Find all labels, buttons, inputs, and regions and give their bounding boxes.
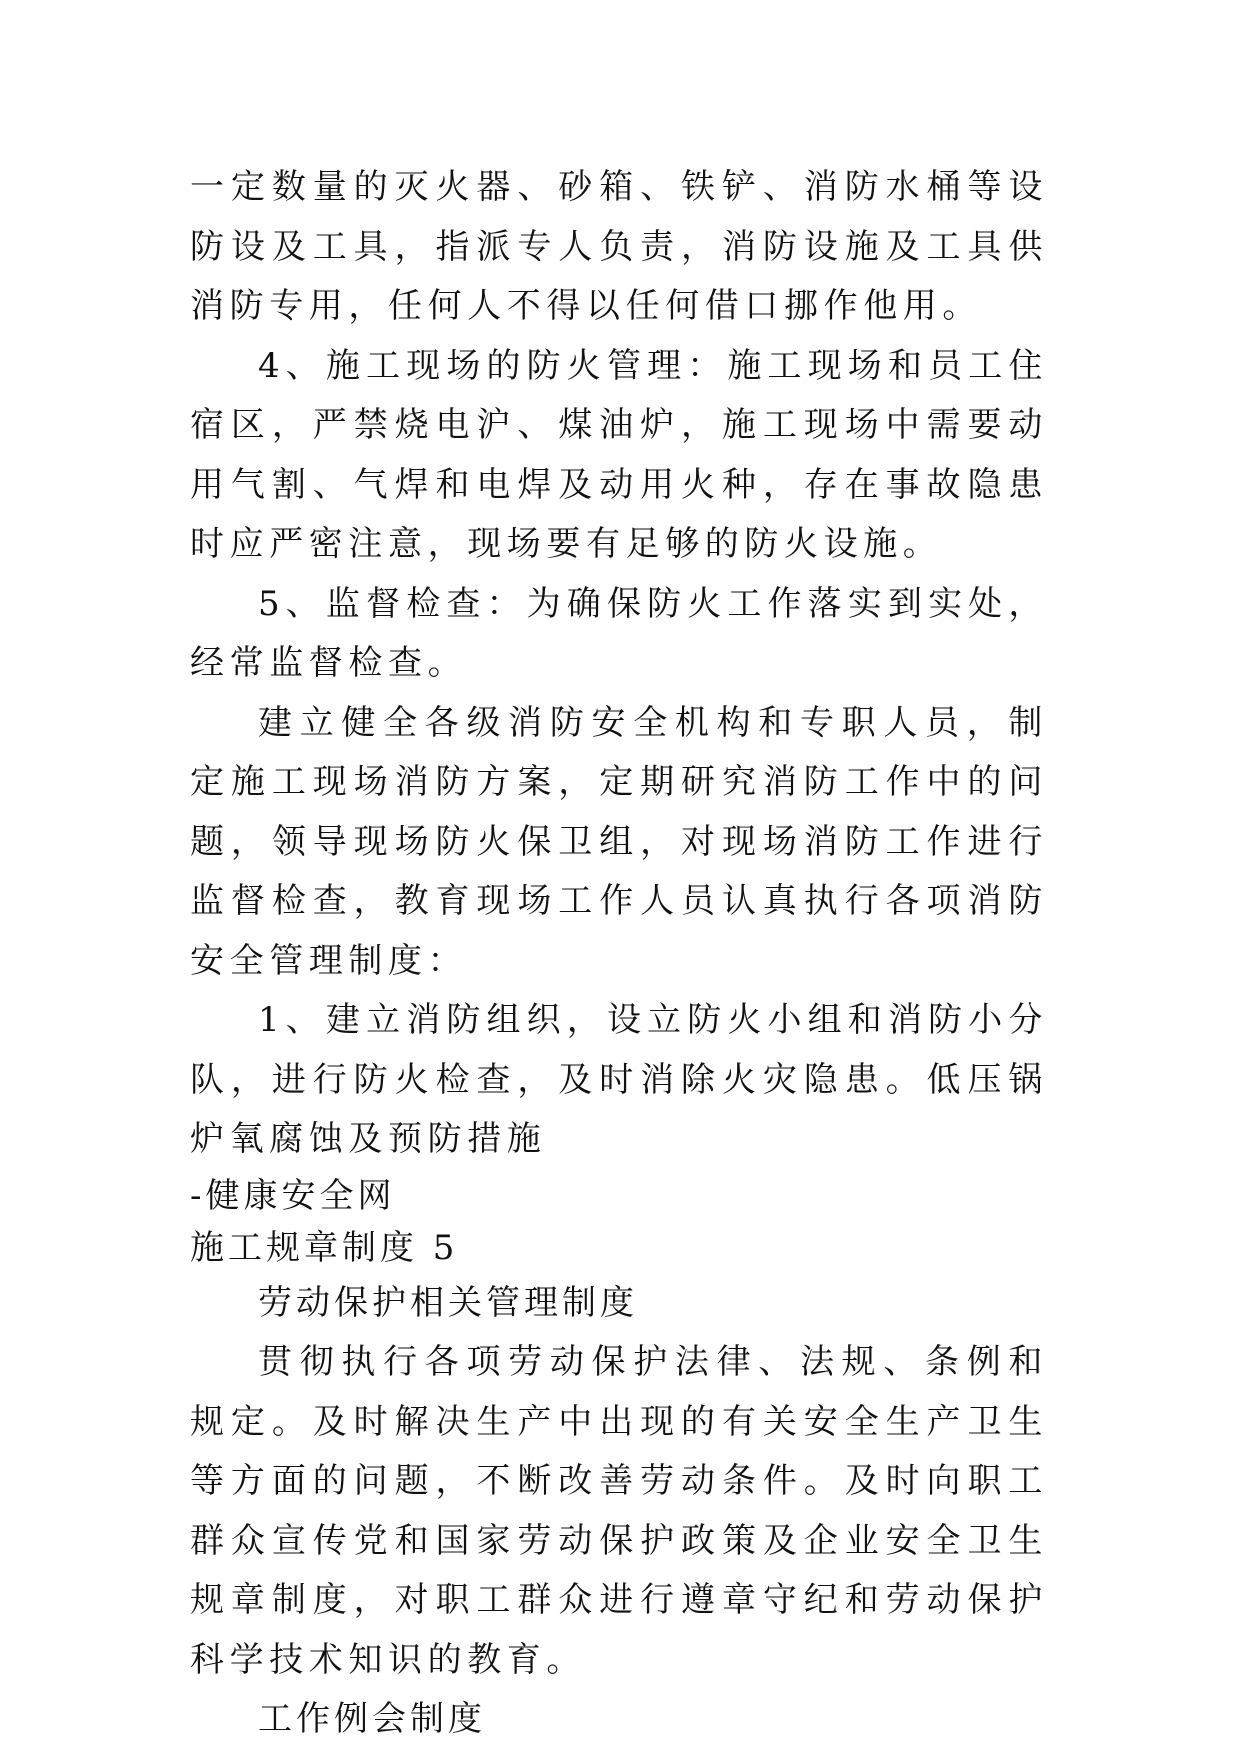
subsection-title-labor-protection: 劳动保护相关管理制度 bbox=[258, 1282, 638, 1323]
section-title: 施工规章制度 5 bbox=[190, 1227, 459, 1268]
subsection-title-work-meeting: 工作例会制度 bbox=[258, 1699, 486, 1739]
paragraph-fire-management: 4、施工现场的防火管理：施工现场和员工住宿区，严禁烧电沪、煤油炉，施工现场中需要动用气割、气焊和电焊及动用火种，存在事故隐患时应严密注意，现场要有足够的防火设施。 bbox=[190, 345, 1048, 564]
paragraph-labor-protection: 贯彻执行各项劳动保护法律、法规、条例和规定。及时解决生产中出现的有关安全生产卫生等方面的问题，不断改善劳动条件。及时向职工群众宣传党和国家劳动保护政策及企业安全卫生规章制度，对职工群众进行遵章守纪和劳动保护科学技术知识的教育。 bbox=[190, 1342, 1048, 1680]
source-note: -健康安全网 bbox=[190, 1175, 396, 1216]
paragraph-fire-organization: 建立健全各级消防安全机构和专职人员，制定施工现场消防方案，定期研究消防工作中的问题，领导现场防火保卫组，对现场消防工作进行监督检查，教育现场工作人员认真执行各项消防安全管理制度： bbox=[190, 702, 1048, 981]
paragraph-fire-equipment: 一定数量的灭火器、砂箱、铁铲、消防水桶等设防设及工具，指派专人负责，消防设施及工具供消防专用，任何人不得以任何借口挪作他用。 bbox=[190, 167, 1048, 326]
paragraph-fire-team: 1、建立消防组织，设立防火小组和消防小分队，进行防火检查，及时消除火灾隐患。低压锅炉氧腐蚀及预防措施 bbox=[190, 1000, 1048, 1159]
paragraph-supervision: 5、监督检查：为确保防火工作落实到实处，经常监督检查。 bbox=[190, 583, 1048, 683]
document-body bbox=[190, 158, 1048, 1750]
